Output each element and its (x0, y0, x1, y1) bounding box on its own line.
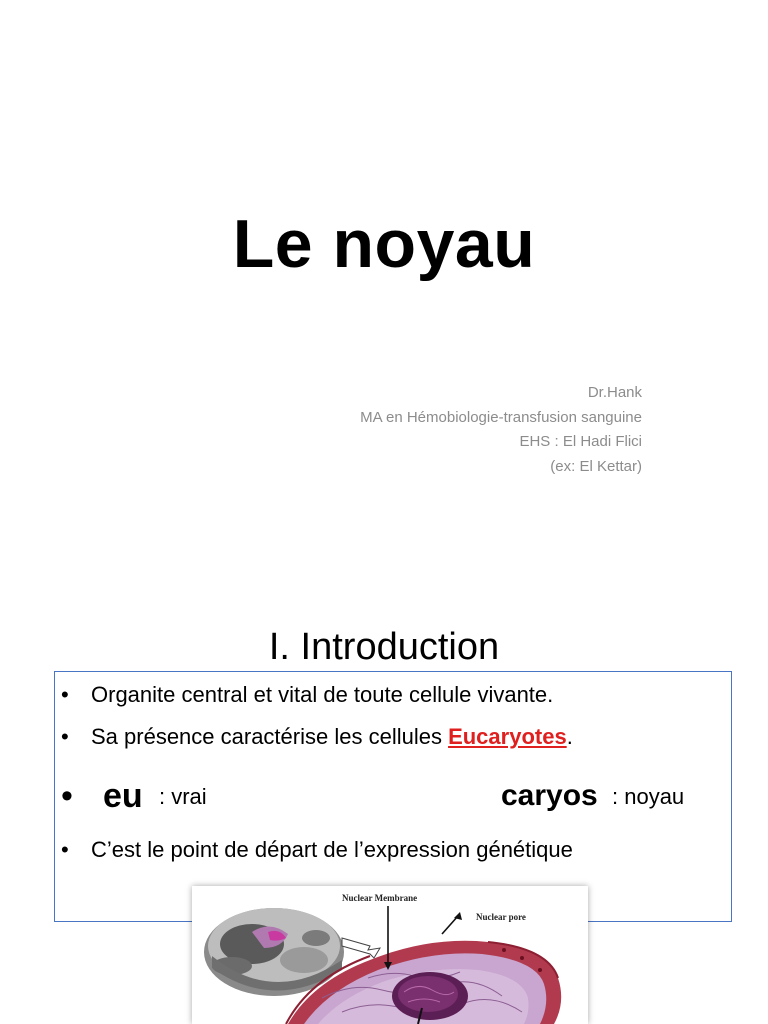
eucaryotes-highlight: Eucaryotes (448, 724, 567, 749)
etymology-row (61, 774, 731, 818)
bullet-dot: • (61, 724, 69, 749)
etymology-caryos-definition: : noyau (612, 784, 685, 809)
bullet-text: C’est le point de départ de l’expression génétique (91, 837, 573, 862)
etymology-eu-definition: : vrai (159, 784, 207, 809)
bullet-dot: • (61, 682, 69, 707)
bullet-text: Organite central et vital de toute cellule vivante. (91, 682, 554, 707)
author-hospital-former: (ex: El Kettar) (550, 457, 642, 475)
bullet-text-end: . (566, 724, 573, 749)
bullet-text-start: Sa présence caractérise les cellules (91, 724, 449, 749)
section-title: I. Introduction (268, 626, 500, 668)
introduction-box (54, 671, 732, 922)
bullet-text (91, 724, 573, 750)
author-degree: MA en Hémobiologie-transfusion sanguine (360, 408, 642, 426)
cell-overview-illustration (204, 908, 344, 996)
author-block (360, 381, 642, 479)
slide-title: Le noyau (232, 206, 536, 282)
nucleus-diagram-svg (192, 886, 588, 1024)
nucleus-diagram (192, 886, 588, 1024)
etymology-caryos: caryos (501, 779, 598, 812)
author-hospital: EHS : El Hadi Flici (519, 433, 642, 450)
author-name: Dr.Hank (587, 384, 642, 401)
zoom-arrow (342, 938, 380, 958)
bullet-dot: • (61, 777, 73, 815)
nuclear-pore-label: Nuclear pore (476, 912, 526, 922)
nuclear-membrane-label: Nuclear Membrane (342, 893, 418, 903)
etymology-eu: eu (103, 777, 143, 815)
bullet-dot: • (61, 837, 69, 862)
